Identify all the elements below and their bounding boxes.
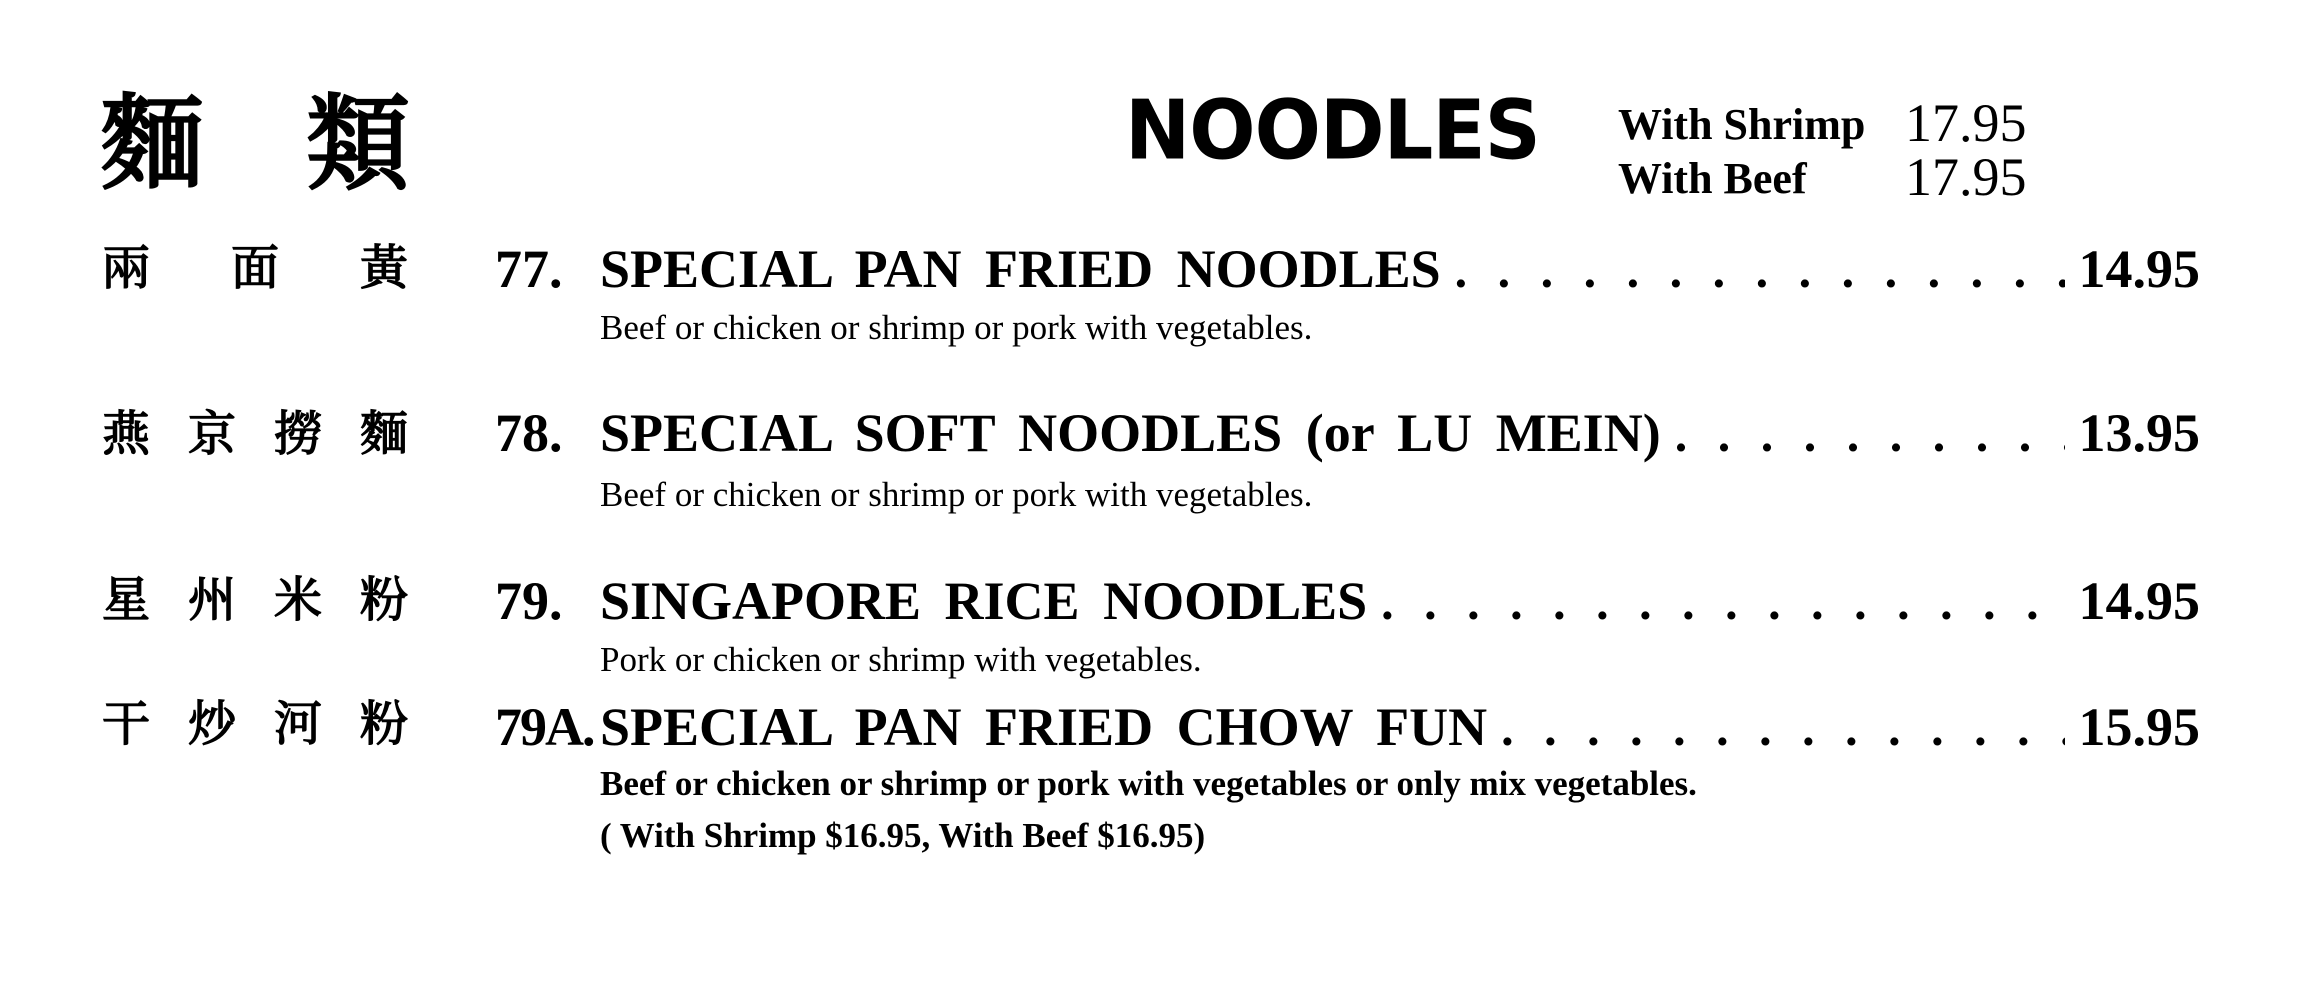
chinese-char: 粉 xyxy=(359,696,408,752)
item-price: 14.95 xyxy=(2078,239,2200,299)
item-price: 14.95 xyxy=(2078,571,2200,631)
item-name: SPECIAL PAN FRIED NOODLES xyxy=(600,239,1441,299)
item-description: Beef or chicken or shrimp or pork with vegetables. xyxy=(600,475,1313,514)
chinese-char: 干 xyxy=(102,696,151,752)
chinese-char: 米 xyxy=(273,572,322,628)
variant-shrimp xyxy=(1618,93,2027,153)
chinese-char: 黃 xyxy=(359,240,408,296)
item-price: 13.95 xyxy=(2078,403,2200,463)
variant-price: 17.95 xyxy=(1905,147,2027,207)
chinese-char: 星 xyxy=(102,572,151,628)
item-description: Beef or chicken or shrimp or pork with vegetables. xyxy=(600,308,1313,347)
chinese-char: 粉 xyxy=(359,572,408,628)
chinese-char: 面 xyxy=(230,240,279,296)
chinese-title-char: 類 xyxy=(305,82,410,205)
item-description: Beef or chicken or shrimp or pork with vegetables or only mix vegetables. xyxy=(600,764,1697,803)
menu-item-line xyxy=(495,697,2200,757)
chinese-char: 撈 xyxy=(273,406,322,462)
menu-item-line xyxy=(495,403,2200,463)
dot-leader xyxy=(1675,409,2065,459)
variant-beef xyxy=(1618,147,2027,207)
chinese-title-char: 麵 xyxy=(100,82,205,205)
chinese-item-name xyxy=(102,240,408,296)
chinese-item-name xyxy=(102,406,408,462)
chinese-char: 炒 xyxy=(187,696,236,752)
item-name: SPECIAL PAN FRIED CHOW FUN xyxy=(600,697,1488,757)
dot-leader xyxy=(1501,703,2064,753)
dot-leader xyxy=(1455,245,2065,295)
chinese-char: 河 xyxy=(273,696,322,752)
menu-item-line xyxy=(495,239,2200,299)
chinese-char: 京 xyxy=(187,406,236,462)
item-number: 79A. xyxy=(495,697,594,757)
item-description: Pork or chicken or shrimp with vegetables. xyxy=(600,640,1202,679)
chinese-char: 兩 xyxy=(102,240,151,296)
section-title: NOODLES xyxy=(1125,83,1540,179)
chinese-char: 州 xyxy=(187,572,236,628)
item-price-note: ( With Shrimp $16.95, With Beef $16.95) xyxy=(600,816,1206,855)
chinese-char: 燕 xyxy=(102,406,151,462)
dot-leader xyxy=(1381,577,2064,627)
chinese-char: 麵 xyxy=(359,406,408,462)
item-number: 79. xyxy=(495,571,563,631)
chinese-item-name xyxy=(102,696,408,752)
item-name: SPECIAL SOFT NOODLES (or LU MEIN) xyxy=(600,403,1661,463)
chinese-section-title xyxy=(100,82,410,205)
variant-label: With Shrimp xyxy=(1618,100,1866,149)
item-price: 15.95 xyxy=(2078,697,2200,757)
variant-label: With Beef xyxy=(1618,154,1807,203)
item-number: 78. xyxy=(495,403,563,463)
chinese-item-name xyxy=(102,572,408,628)
item-number: 77. xyxy=(495,239,563,299)
variant-price: 17.95 xyxy=(1905,93,2027,153)
item-name: SINGAPORE RICE NOODLES xyxy=(600,571,1368,631)
menu-item-line xyxy=(495,571,2200,631)
